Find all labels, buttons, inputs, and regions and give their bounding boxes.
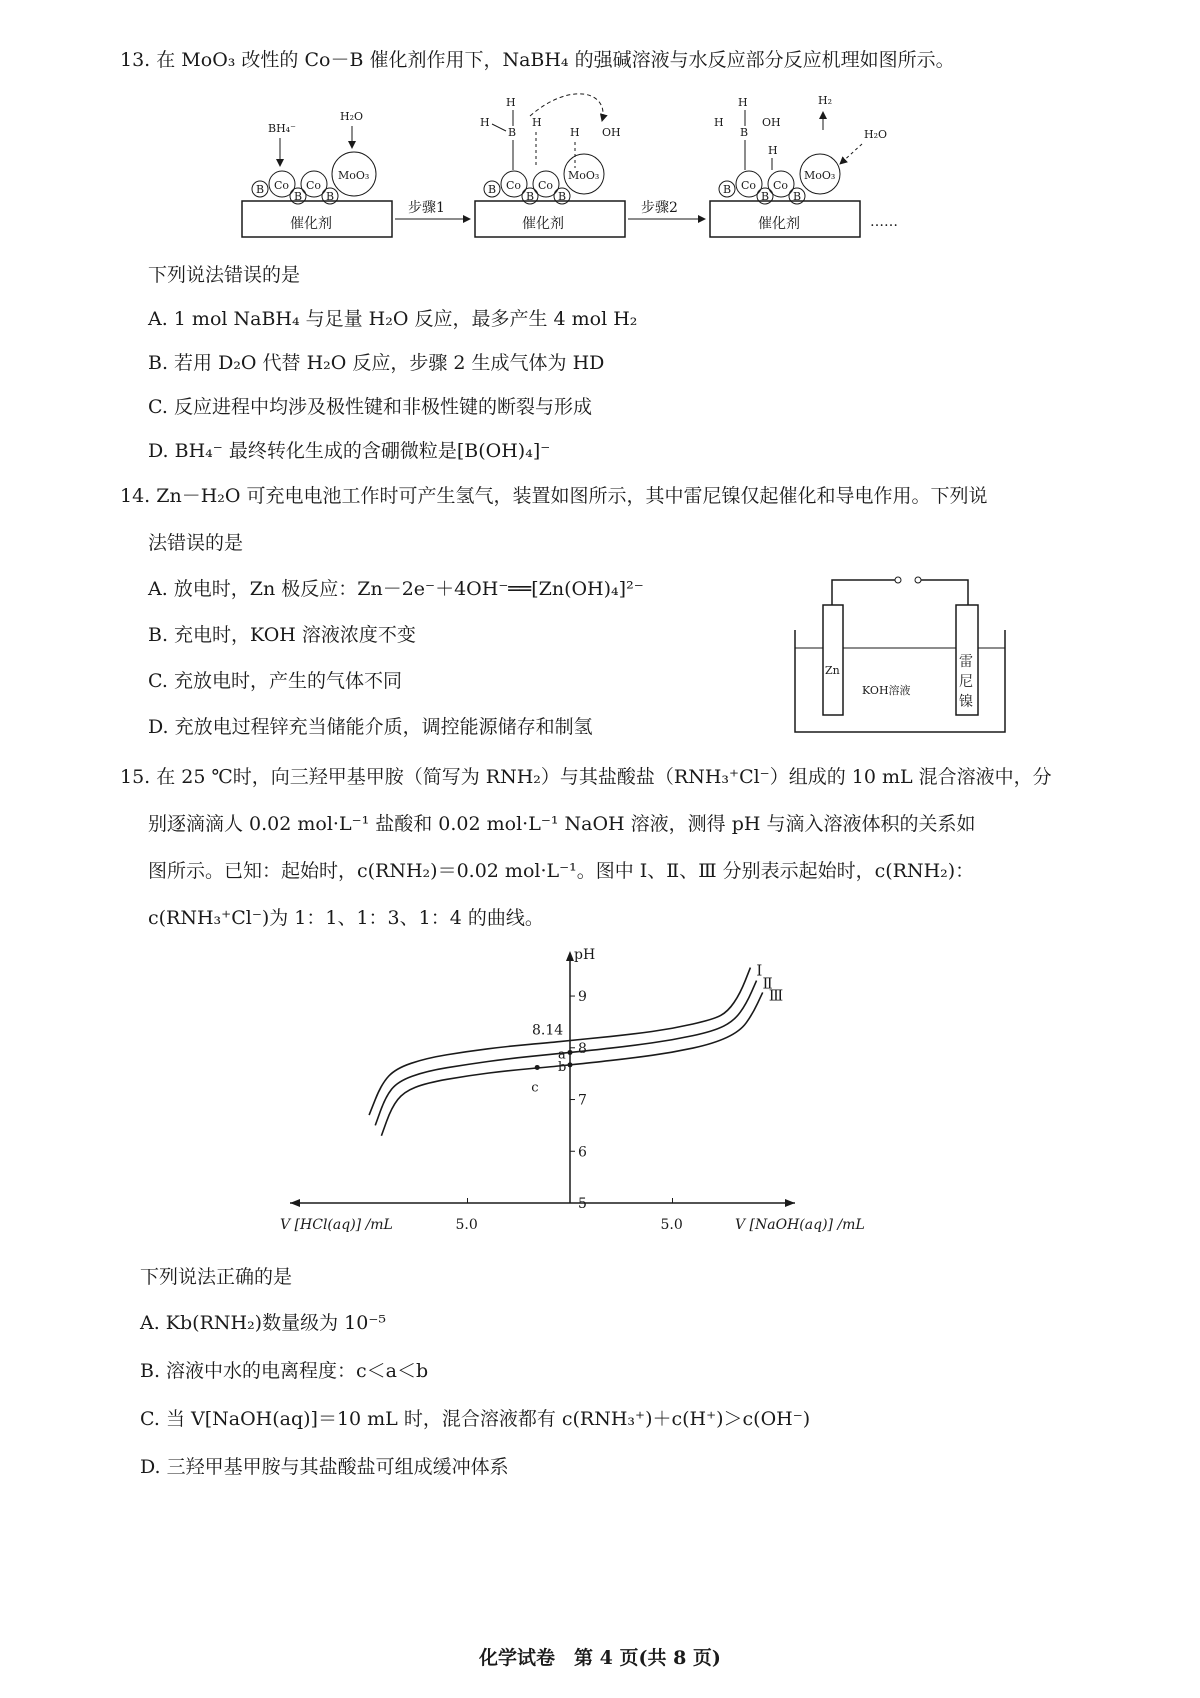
series-label-2: Ⅱ <box>762 974 773 993</box>
svg-text:Co: Co <box>538 179 554 192</box>
annotation-8-14: 8.14 <box>532 1022 564 1039</box>
svg-text:MoO₃: MoO₃ <box>568 169 600 182</box>
svg-text:B: B <box>326 190 335 203</box>
q13-prompt: 下列说法错误的是 <box>148 264 301 286</box>
series-line-1 <box>369 968 750 1115</box>
q15-option-b: B. 溶液中水的电离程度：c＜a＜b <box>140 1360 429 1382</box>
q13-option-c: C. 反应进程中均涉及极性键和非极性键的断裂与形成 <box>148 396 592 418</box>
svg-text:Co: Co <box>506 179 522 192</box>
panel-2 <box>475 94 625 237</box>
annotation-c: c <box>531 1080 539 1096</box>
q13-stem: 13. 在 MoO₃ 改性的 Co－B 催化剂作用下，NaBH₄ 的强碱溶液与水反应部分反应机理如图所示。 <box>120 49 955 71</box>
q13-mechanism-diagram <box>230 86 930 246</box>
y-tick-label: 5 <box>578 1196 587 1212</box>
y-tick-label: 7 <box>578 1092 587 1109</box>
x-axis-label-left: V [HCl(aq)] /mL <box>280 1217 393 1233</box>
svg-text:Co: Co <box>741 179 757 192</box>
svg-text:H₂O: H₂O <box>864 128 888 141</box>
svg-text:镍: 镍 <box>959 694 973 710</box>
y-axis-arrow <box>566 951 574 961</box>
ph-titration-chart <box>260 945 920 1245</box>
svg-text:B: B <box>508 126 517 139</box>
q13-option-d: D. BH₄⁻ 最终转化生成的含硼微粒是[B(OH)₄]⁻ <box>148 440 551 462</box>
x-axis-label-right: V [NaOH(aq)] /mL <box>735 1217 865 1233</box>
svg-text:催化剂: 催化剂 <box>522 216 564 232</box>
catalyst-label-1: 催化剂 <box>290 216 332 232</box>
y-tick-label: 6 <box>578 1144 587 1161</box>
step1-label: 步骤1 <box>408 200 445 216</box>
svg-text:H: H <box>480 116 490 129</box>
svg-text:B: B <box>740 126 749 139</box>
x-tick-label: 5.0 <box>660 1217 683 1233</box>
bh4-label: BH₄⁻ <box>268 122 296 135</box>
panel-1 <box>242 110 392 237</box>
series-label-1: Ⅰ <box>756 961 763 980</box>
y-axis-label: pH <box>574 947 596 963</box>
step2-label: 步骤2 <box>641 200 678 216</box>
svg-text:MoO₃: MoO₃ <box>338 169 370 182</box>
svg-text:Co: Co <box>274 179 290 192</box>
series-line-2 <box>375 981 756 1126</box>
svg-text:H: H <box>570 126 580 139</box>
svg-text:B: B <box>558 190 567 203</box>
point-a <box>568 1050 573 1055</box>
svg-text:H: H <box>532 116 542 129</box>
svg-text:H: H <box>768 144 778 157</box>
x-tick-label: 5.0 <box>455 1217 478 1233</box>
q15-option-a: A. Kb(RNH₂)数量级为 10⁻⁵ <box>140 1312 386 1334</box>
svg-text:B: B <box>256 183 265 196</box>
q14-option-d: D. 充放电过程锌充当储能介质，调控能源储存和制氢 <box>148 716 593 738</box>
svg-text:H: H <box>714 116 724 129</box>
y-tick-label: 9 <box>578 989 587 1006</box>
q13-option-b: B. 若用 D₂O 代替 H₂O 反应，步骤 2 生成气体为 HD <box>148 352 605 374</box>
q15-line1: 15. 在 25 ℃时，向三羟甲基甲胺（简写为 RNH₂）与其盐酸盐（RNH₃⁺Cl⁻）组成的 10 mL 混合溶液中，分 <box>120 766 1052 788</box>
point-b <box>568 1062 573 1067</box>
q14-option-b: B. 充电时，KOH 溶液浓度不变 <box>148 624 416 646</box>
annotation-b: b <box>558 1059 567 1075</box>
x-axis-right-arrow <box>785 1199 795 1207</box>
zn-label: Zn <box>825 664 840 677</box>
q15-prompt: 下列说法正确的是 <box>140 1266 293 1288</box>
svg-text:雷: 雷 <box>959 654 973 670</box>
annotation-a: a <box>558 1047 566 1063</box>
q14-stem-line1: 14. Zn－H₂O 可充电电池工作时可产生氢气，装置如图所示，其中雷尼镍仅起催化和导电作用。下列说 <box>120 485 988 507</box>
q14-stem-line2: 法错误的是 <box>148 532 244 554</box>
svg-text:……: …… <box>870 214 898 230</box>
point-c <box>535 1065 540 1070</box>
page-footer: 化学试卷 第 4 页(共 8 页) <box>479 1647 721 1669</box>
q13-option-a: A. 1 mol NaBH₄ 与足量 H₂O 反应，最多产生 4 mol H₂ <box>148 308 638 330</box>
q14-battery-figure <box>790 570 1010 740</box>
series-label-3: Ⅲ <box>768 986 784 1005</box>
svg-text:B: B <box>488 183 497 196</box>
svg-text:B: B <box>526 190 535 203</box>
svg-text:OH: OH <box>602 126 621 139</box>
x-axis-left-arrow <box>290 1199 300 1207</box>
y-tick-label: 8 <box>578 1040 587 1057</box>
q15-line4: c(RNH₃⁺Cl⁻)为 1：1、1：3、1：4 的曲线。 <box>148 907 544 929</box>
q14-option-a: A. 放电时，Zn 极反应：Zn－2e⁻＋4OH⁻══[Zn(OH)₄]²⁻ <box>148 578 644 600</box>
panel-3 <box>710 94 898 237</box>
h2-label: H₂ <box>818 94 833 107</box>
svg-text:Co: Co <box>773 179 789 192</box>
svg-text:B: B <box>723 183 732 196</box>
h2o-label: H₂O <box>340 110 364 123</box>
q15-line3: 图所示。已知：起始时，c(RNH₂)＝0.02 mol·L⁻¹。图中 Ⅰ、Ⅱ、Ⅲ 分别表示起始时，c(RNH₂)： <box>148 860 975 882</box>
svg-text:B: B <box>294 190 303 203</box>
svg-text:催化剂: 催化剂 <box>758 216 800 232</box>
svg-text:H: H <box>506 96 516 109</box>
q15-line2: 别逐滴滴人 0.02 mol·L⁻¹ 盐酸和 0.02 mol·L⁻¹ NaOH 溶液，测得 pH 与滴入溶液体积的关系如 <box>148 813 976 835</box>
svg-text:B: B <box>761 190 770 203</box>
svg-text:B: B <box>793 190 802 203</box>
koh-label: KOH溶液 <box>862 684 911 697</box>
svg-text:尼: 尼 <box>959 674 973 690</box>
svg-text:MoO₃: MoO₃ <box>804 169 836 182</box>
svg-text:Co: Co <box>306 179 322 192</box>
zn-electrode <box>823 605 843 715</box>
svg-text:H: H <box>738 96 748 109</box>
q15-option-d: D. 三羟甲基甲胺与其盐酸盐可组成缓冲体系 <box>140 1456 509 1478</box>
q14-option-c: C. 充放电时，产生的气体不同 <box>148 670 402 692</box>
svg-text:OH: OH <box>762 116 781 129</box>
q15-option-c: C. 当 V[NaOH(aq)]＝10 mL 时，混合溶液都有 c(RNH₃⁺)＋c(H⁺)＞c(OH⁻) <box>140 1408 811 1430</box>
